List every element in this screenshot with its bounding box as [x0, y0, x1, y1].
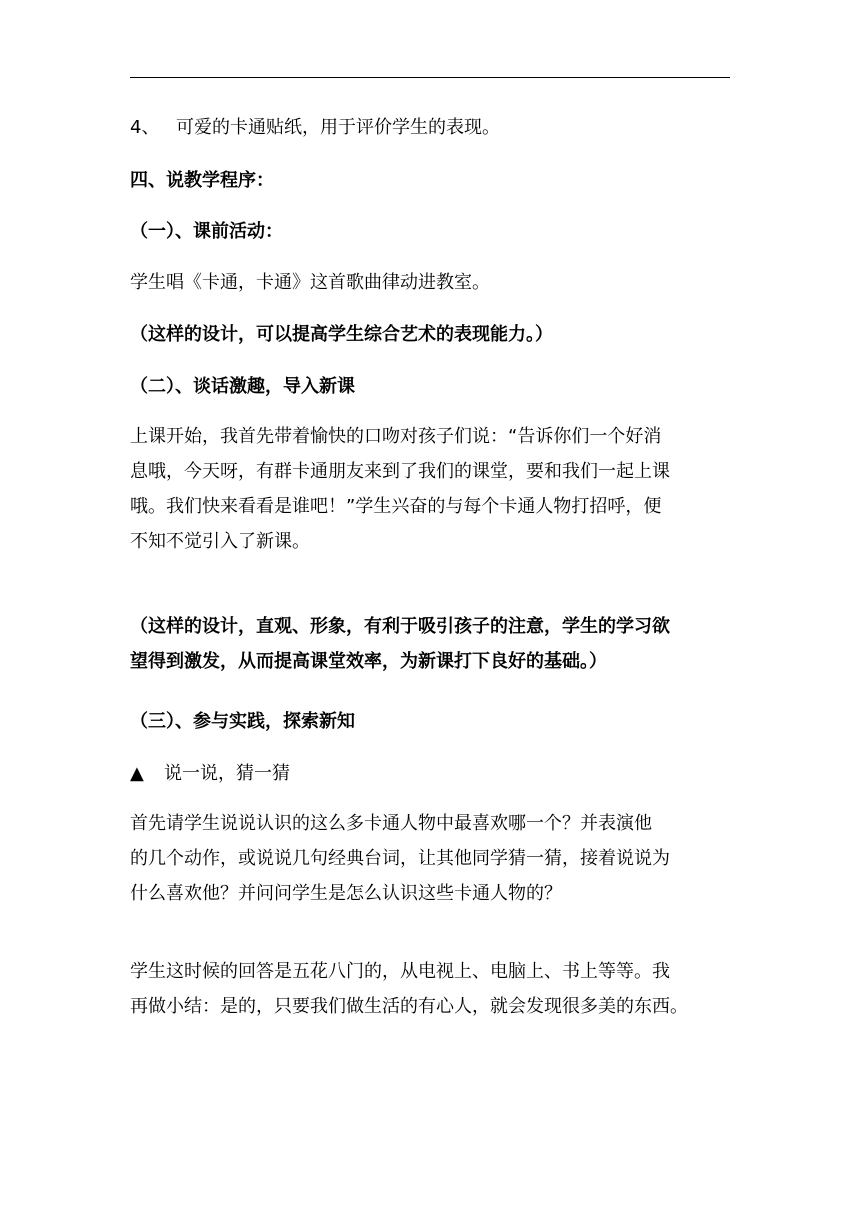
paragraph-line: 不知不觉引入了新课。: [130, 531, 310, 552]
subsection-heading-introduction: （二）、谈话激趣，导入新课: [130, 376, 355, 397]
design-note-pre-class: （这样的设计，可以提高学生综合艺术的表现能力。）: [130, 324, 553, 345]
paragraph-line: 望得到激发，从而提高课堂效率，为新课打下良好的基础。）: [130, 651, 607, 672]
paragraph-activity-instructions: [130, 806, 734, 911]
paragraph-introduction: [130, 419, 734, 559]
paragraph-line: 上课开始，我首先带着愉快的口吻对孩子们说：“告诉你们一个好消: [130, 426, 662, 447]
paragraph-line: 哦。我们快来看看是谁吧！”学生兴奋的与每个卡通人物打招呼，便: [130, 496, 662, 517]
list-item-4: [130, 116, 740, 140]
paragraph-line: 息哦，今天呀，有群卡通朋友来到了我们的课堂，要和我们一起上课: [130, 461, 670, 482]
triangle-bullet-icon: ▲: [130, 763, 144, 784]
paragraph-line: 首先请学生说说认识的这么多卡通人物中最喜欢哪一个？并表演他: [130, 813, 652, 834]
paragraph-line: 再做小结：是的，只要我们做生活的有心人，就会发现很多美的东西。: [130, 996, 688, 1017]
paragraph-line: 什么喜欢他？并问问学生是怎么认识这些卡通人物的？: [130, 883, 562, 904]
list-item-number: 4、: [130, 117, 160, 138]
subsection-heading-pre-class: （一）、课前活动：: [130, 221, 283, 242]
section-heading-teaching-procedure: 四、说教学程序：: [130, 170, 274, 191]
subsection-heading-practice: （三）、参与实践，探索新知: [130, 711, 355, 732]
activity-label-text: 说一说，猜一猜: [164, 763, 290, 784]
paragraph-line: （这样的设计，直观、形象，有利于吸引孩子的注意，学生的学习欲: [130, 616, 670, 637]
design-note-introduction: [130, 609, 734, 679]
activity-label: [130, 762, 740, 786]
list-item-text: 可爱的卡通贴纸，用于评价学生的表现。: [176, 117, 500, 138]
paragraph-pre-class-activity: 学生唱《卡通，卡通》这首歌曲律动进教室。: [130, 272, 490, 293]
paragraph-line: 的几个动作，或说说几句经典台词，让其他同学猜一猜，接着说说为: [130, 848, 670, 869]
paragraph-activity-summary: [130, 954, 734, 1024]
paragraph-line: 学生这时候的回答是五花八门的，从电视上、电脑上、书上等等。我: [130, 961, 670, 982]
header-rule: [130, 77, 730, 78]
